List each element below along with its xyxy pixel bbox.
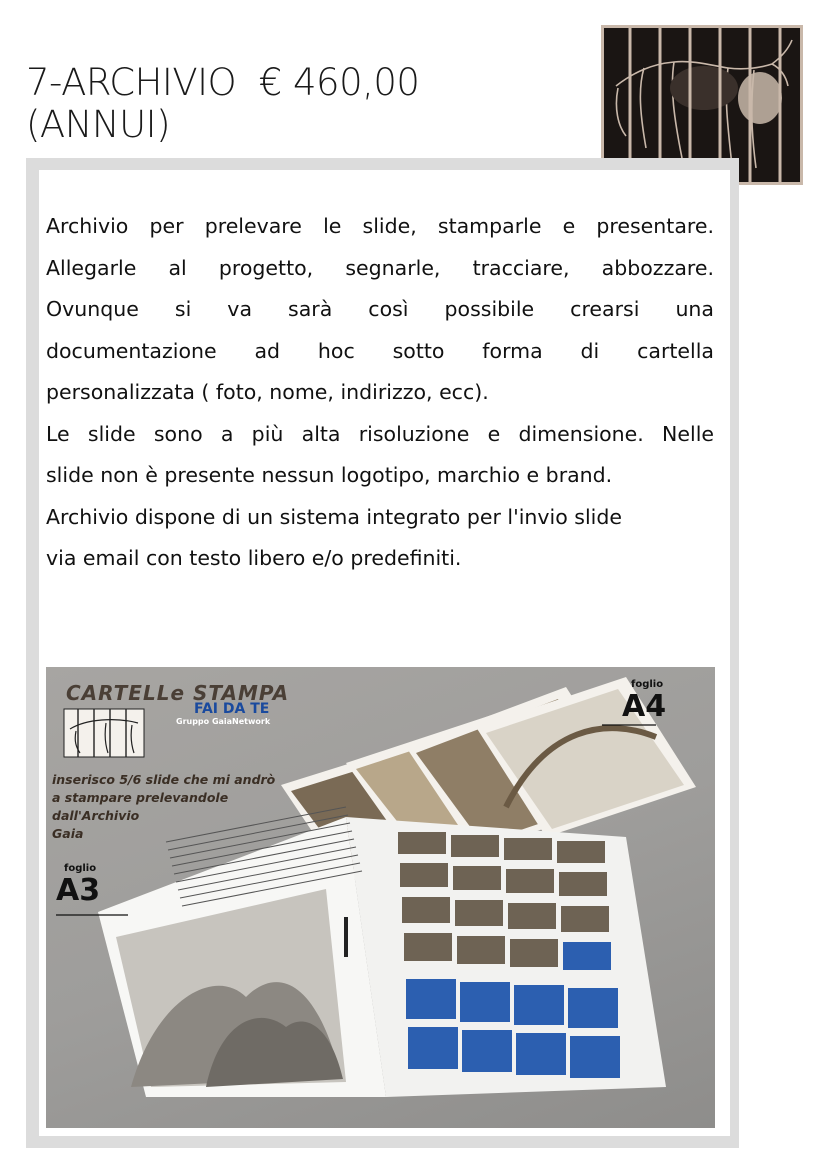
brochure-insert-text [52, 771, 275, 843]
text-line: via email con testo libero e/o predefiniti. [46, 546, 462, 570]
text-line: Allegarle al progetto, segnarle, tracciare, abbozzare. [46, 255, 714, 280]
text-line: slide non è presente nessun logotipo, marchio e brand. [46, 463, 613, 487]
brochure-photo [46, 667, 715, 1128]
insert-line: dall'Archivio [52, 808, 140, 823]
text-line: documentazione ad hoc sotto forma di cartella [46, 338, 714, 363]
insert-line: a stampare prelevandole [52, 790, 229, 805]
a4-foglio-label: foglio [631, 679, 664, 690]
insert-line: Gaia [52, 826, 84, 841]
a4-size-label: A4 [622, 689, 667, 724]
page-title [26, 62, 586, 146]
text-line: Archivio dispone di un sistema integrato per l'invio slide [46, 504, 623, 529]
brochure-brand-subtitle: FAI DA TE [194, 701, 270, 717]
title-line-2: (ANNUI) [26, 103, 171, 146]
description-text [46, 206, 714, 580]
a3-size-label: A3 [56, 873, 101, 908]
brochure-brand-title: CARTELLe STAMPA [66, 681, 290, 705]
text-line: Ovunque si va sarà così possibile crearsi una [46, 297, 714, 321]
text-line: Le slide sono a più alta risoluzione e dimensione. Nelle [46, 421, 714, 446]
a3-brochure [98, 807, 666, 1097]
text-line: personalizzata ( foto, nome, indirizzo, ecc). [46, 380, 489, 404]
text-line: Archivio per prelevare le slide, stamparle e presentare. [46, 214, 714, 238]
brochure-illustration [46, 667, 715, 1128]
brochure-brand-network: Gruppo GaiaNetwork [176, 717, 271, 726]
a3-foglio-label: foglio [64, 863, 97, 874]
insert-line: inserisco 5/6 slide che mi andrò [52, 772, 276, 787]
title-line-1: 7-ARCHIVIO € 460,00 [26, 61, 420, 104]
small-bull-logo-icon [64, 709, 144, 757]
